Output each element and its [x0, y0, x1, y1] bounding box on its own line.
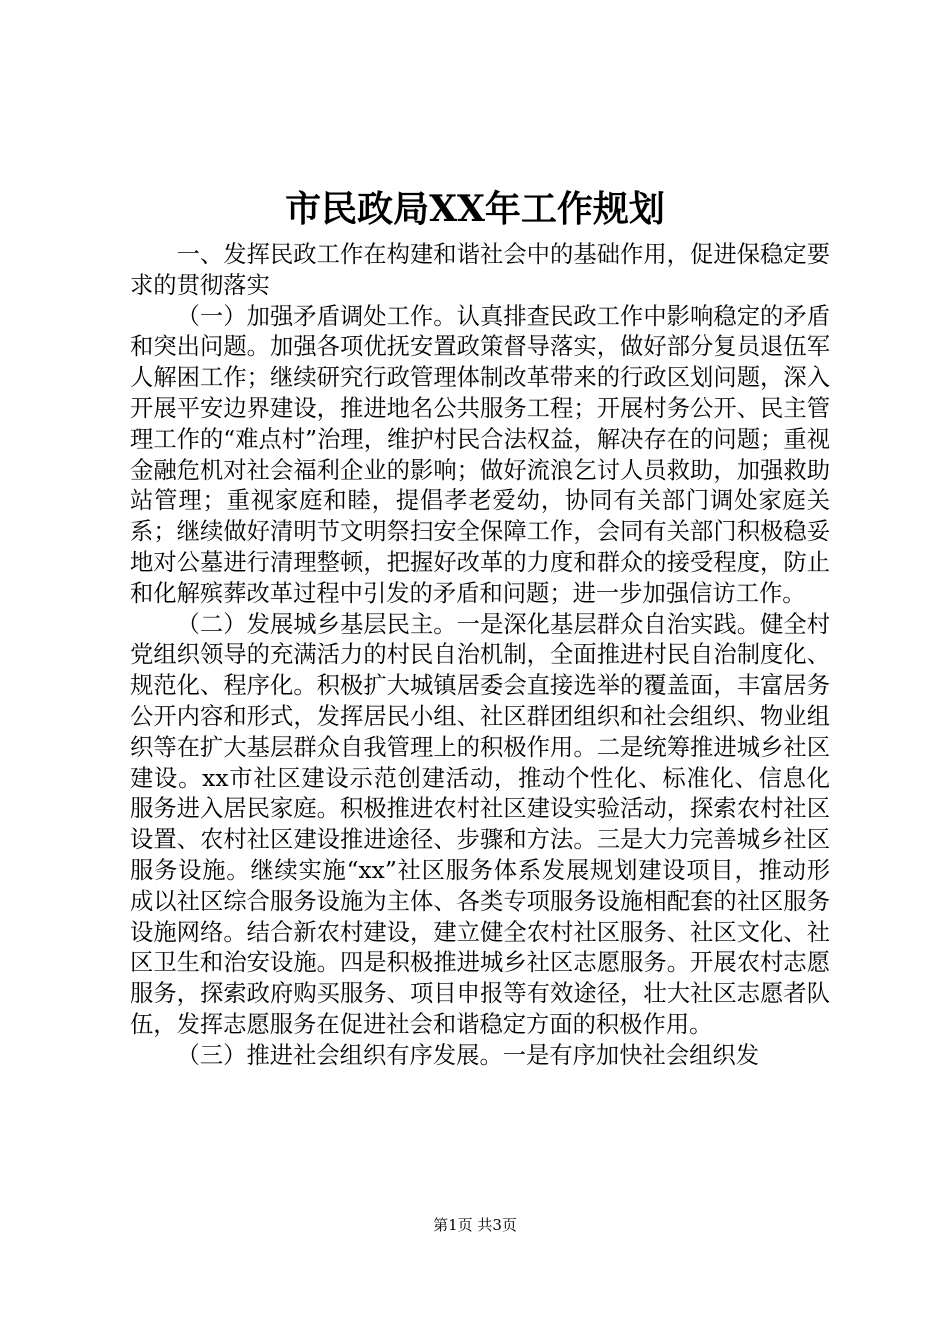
paragraph-3: （三）推进社会组织有序发展。一是有序加快社会组织发: [176, 1041, 760, 1069]
paragraph-2: （二）发展城乡基层民主。一是深化基层群众自治实践。健全村党组织领导的充满活力的村民自治机制，全面推进村民自治制度化、规范化、程序化。积极扩大城镇居委会直接选举的覆盖面，丰富居务公开内容和形式，发挥居民小组、社区群团组织和社会组织、物业组织等在扩大基层群众自我管理上的积极作用。二是统筹推进城乡社区建设。xx市社区建设示范创建活动，推动个性化、标准化、信息化服务进入居民家庭。积极推进农村社区建设实验活动，探索农村社区设置、农村社区建设推进途径、步骤和方法。三是大力完善城乡社区服务设施。继续实施“xx”社区服务体系发展规划建设项目，推动形成以社区综合服务设施为主体、各类专项服务设施相配套的社区服务设施网络。结合新农村建设，建立健全农村社区服务、社区文化、社区卫生和治安设施。四是积极推进城乡社区志愿服务。开展农村志愿服务，探索政府购买服务、项目申报等有效途径，壮大社区志愿者队伍，发挥志愿服务在促进社会和谐稳定方面的积极作用。: [130, 610, 830, 1038]
document-body: [130, 240, 830, 1072]
section-heading-1: 一、发挥民政工作在构建和谐社会中的基础作用，促进保稳定要求的贯彻落实: [130, 241, 830, 299]
page-footer: 第1页 共3页: [433, 1216, 517, 1234]
paragraph-1: （一）加强矛盾调处工作。认真排查民政工作中影响稳定的矛盾和突出问题。加强各项优抚安置政策督导落实，做好部分复员退伍军人解困工作；继续研究行政管理体制改革带来的行政区划问题，深入开展平安边界建设，推进地名公共服务工程；开展村务公开、民主管理工作的“难点村”治理，维护村民合法权益，解决存在的问题；重视金融危机对社会福利企业的影响；做好流浪乞讨人员救助，加强救助站管理；重视家庭和睦，提倡孝老爱幼，协同有关部门调处家庭关系；继续做好清明节文明祭扫安全保障工作，会同有关部门积极稳妥地对公墓进行清理整顿，把握好改革的力度和群众的接受程度，防止和化解殡葬改革过程中引发的矛盾和问题；进一步加强信访工作。: [130, 302, 830, 607]
document-title: 市民政局XX年工作规划: [285, 188, 665, 230]
